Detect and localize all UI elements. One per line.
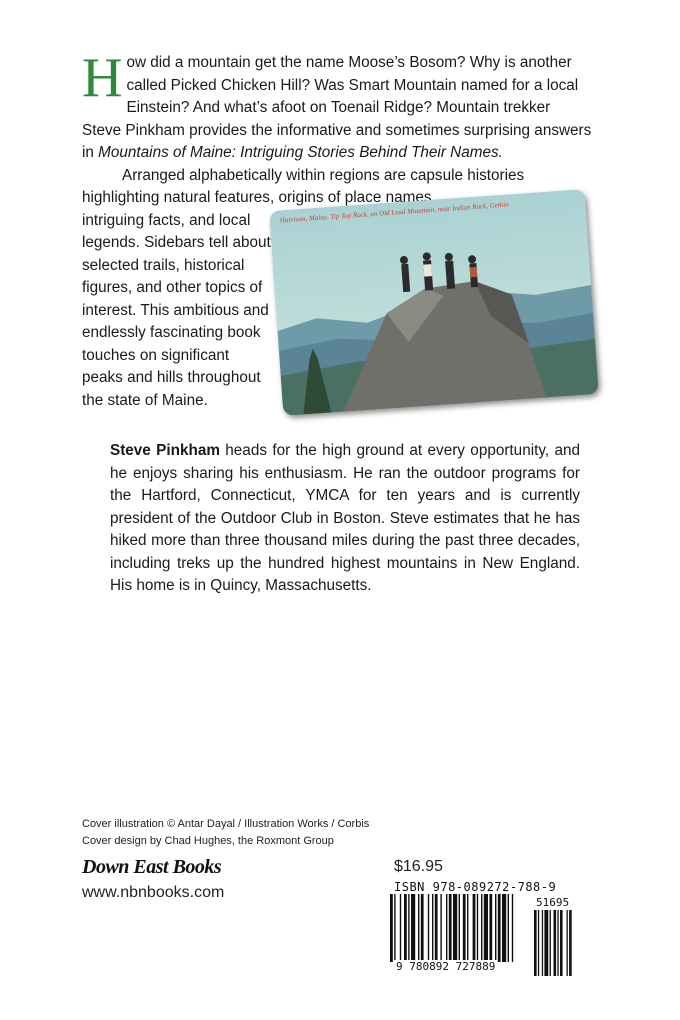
isbn-number: ISBN 978-089272-788-9: [394, 880, 557, 894]
ean-digits: 9 780892 727889: [396, 960, 496, 973]
design-credit: Cover design by Chad Hughes, the Roxmont Group: [82, 835, 334, 847]
barcode-bar: [498, 894, 501, 962]
barcode-bar: [489, 894, 492, 962]
barcode-bar: [408, 894, 409, 962]
vintage-postcard-image: [269, 189, 599, 416]
barcode-bar: [428, 894, 429, 962]
barcode-bar: [481, 894, 482, 962]
barcode-bar: [473, 894, 476, 962]
barcode-bar: [394, 894, 395, 962]
barcode-bar: [421, 894, 424, 962]
addon-bar: [567, 910, 568, 976]
barcode-bar: [418, 894, 419, 962]
barcode-bar: [508, 894, 509, 962]
barcode-bar: [453, 894, 457, 962]
addon-bar: [557, 910, 558, 976]
barcode-bar: [459, 894, 460, 962]
barcode-bar: [440, 894, 441, 962]
book-price: $16.95: [394, 858, 443, 875]
barcode-bar: [467, 894, 468, 962]
blurb-paragraph-2-lead: Arranged alphabetically within regions are capsule histories highlighting natural features, origins of place names,: [82, 166, 525, 206]
barcode-bar: [432, 894, 433, 962]
blurb-paragraph-2-rest: intriguing facts, and local legends. Sidebars tell about selected trails, historical figures, and other topics of interest. This ambitious and endlessly fascinating book touches on significant peaks and hills throughout the state of Maine.: [82, 211, 271, 409]
addon-bar: [542, 910, 543, 976]
addon-bar: [534, 910, 537, 976]
postcard-illustration: [269, 189, 599, 416]
barcode-bar: [463, 894, 466, 962]
barcode-bar: [512, 894, 513, 962]
publisher-website: www.nbnbooks.com: [82, 884, 225, 901]
barcode-bar: [502, 894, 506, 962]
barcode-bar: [477, 894, 478, 962]
barcode-bar: [495, 894, 496, 962]
drop-cap-letter: H: [82, 47, 123, 109]
addon-bar: [554, 910, 557, 976]
author-bio: [110, 440, 580, 598]
book-title-italic: Mountains of Maine: Intriguing Stories Behind Their Names.: [98, 144, 503, 161]
author-name: Steve Pinkham: [110, 442, 220, 459]
barcode-bar: [411, 894, 415, 962]
barcode-bar: [446, 894, 447, 962]
postcard-caption: Harrison, Maine. Tip Top Rock, on Old Lead Mountain, near Indian Rock, Gethin: [279, 200, 510, 225]
blurb-paragraph-1-text: ow did a mountain get the name Moose’s Bosom? Why is another called Picked Chicken Hill? Was Smart Mountain named for a local Einstein? And what’s afoot on Toenail Ridge? Mountain trekker Steve Pinkham provides the informative and sometimes surprising answers in: [82, 54, 592, 161]
barcode-bar: [404, 894, 407, 962]
addon-bar: [538, 910, 539, 976]
publisher-logo: Down East Books: [82, 856, 222, 878]
addon-bar: [560, 910, 563, 976]
barcode-bar: [484, 894, 488, 962]
barcode-bar: [435, 894, 438, 962]
cover-credits: [82, 816, 369, 850]
addon-bar: [569, 910, 572, 976]
barcode-bar: [449, 894, 452, 962]
barcode-bar: [390, 894, 393, 962]
addon-bar: [550, 910, 551, 976]
barcode-bar: [400, 894, 401, 962]
addon-bar: [544, 910, 548, 976]
price-addon-digits: 51695: [536, 896, 570, 909]
blurb-paragraph-1: [82, 47, 592, 165]
illustration-credit: Cover illustration © Antar Dayal / Illustration Works / Corbis: [82, 818, 370, 830]
author-bio-text: heads for the high ground at every opportunity, and he enjoys sharing his enthusiasm. He ran the outdoor programs for the Hartford, Connecticut, YMCA for ten years and is currently president of the Outdoor Club in Boston. Steve estimates that he has hiked more than three thousand miles during the past three decades, including treks up the hundred highest mountains in New England. His home is in Quincy, Massachusetts.: [110, 442, 580, 594]
